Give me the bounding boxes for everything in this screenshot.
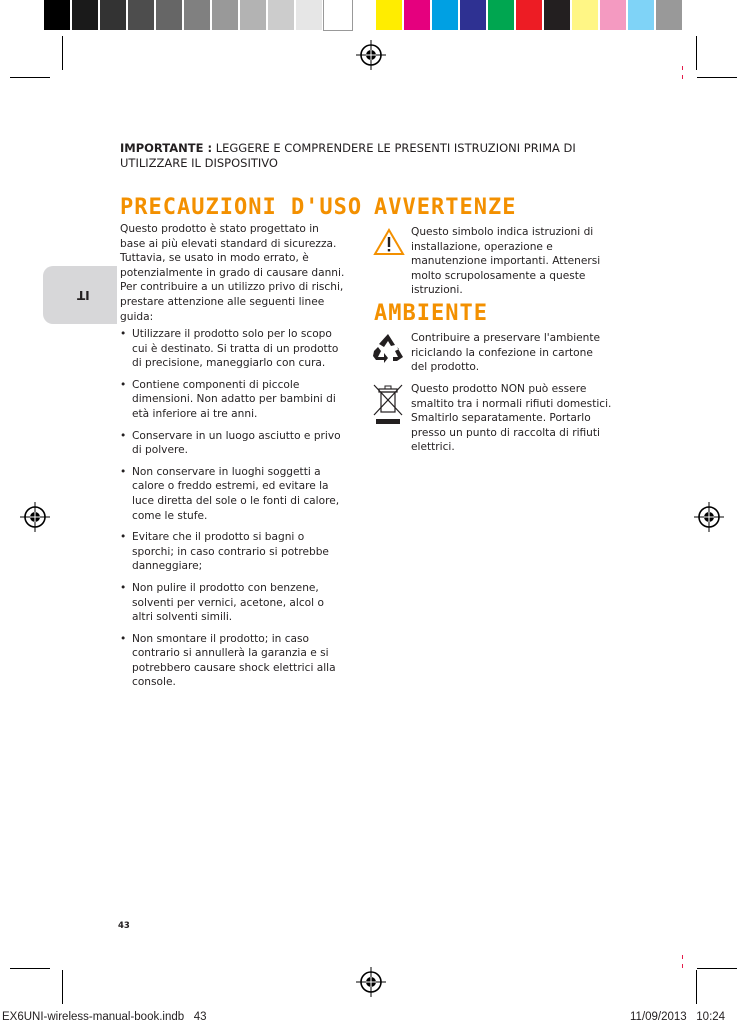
important-label: IMPORTANTE :: [120, 141, 213, 155]
color-swatch: [544, 0, 572, 30]
recycle-icon: [372, 333, 404, 363]
color-swatch: [128, 0, 156, 30]
crop-mark: [697, 77, 737, 78]
crop-mark: [10, 77, 50, 78]
crop-mark: [62, 36, 63, 70]
color-swatch: [156, 0, 184, 30]
list-item: • Non pulire il prodotto con benzene, solventi per vernici, acetone, alcol o altri solventi simili.: [120, 581, 324, 624]
color-swatch: [184, 0, 212, 30]
environment-heading: AMBIENTE: [374, 301, 488, 326]
language-tab: [43, 266, 117, 324]
color-swatch: [516, 0, 544, 30]
crop-mark: [696, 970, 697, 1004]
color-swatch: [488, 0, 516, 30]
list-item: • Non smontare il prodotto; in caso contrario si annullerà la garanzia e si potrebbero causare shock elettrici alla console.: [120, 632, 336, 689]
crop-mark: [62, 970, 63, 1004]
crossed-bin-icon: [372, 383, 404, 425]
language-code: IT: [77, 288, 90, 302]
warnings-text: Questo simbolo indica istruzioni di installazione, operazione e manutenzione importanti. Attenersi molto scrupolosamente a queste istruzioni.: [411, 226, 601, 297]
bullet-icon: •: [120, 465, 127, 478]
recycle-text: Contribuire a preservare l'ambiente riciclando la confezione in cartone del prodotto.: [411, 332, 601, 374]
important-notice: [120, 141, 600, 171]
gray-color-bar: [44, 0, 352, 30]
color-swatch: [44, 0, 72, 30]
color-swatch: [376, 0, 404, 30]
page-number: 43: [118, 921, 130, 931]
registration-mark-icon: [20, 502, 50, 532]
warnings-heading: AVVERTENZE: [374, 195, 517, 220]
bullet-icon: •: [120, 632, 127, 645]
color-swatch: [240, 0, 268, 30]
weee-text: Questo prodotto NON può essere smaltito tra i normali rifiuti domestici. Smaltirlo separatamente. Portarlo presso un punto di raccolta di rifiuti elettrici.: [411, 383, 612, 454]
color-swatch: [572, 0, 600, 30]
color-swatch: [296, 0, 324, 30]
footer-datetime: 11/09/2013 10:24: [630, 1011, 726, 1023]
list-item: • Non conservare in luoghi soggetti a calore o freddo estremi, ed evitare la luce diretta del sole o le fonti di calore, come le stufe.: [120, 465, 340, 522]
color-swatch: [628, 0, 656, 30]
color-swatch: [404, 0, 432, 30]
crop-mark: [10, 968, 50, 969]
bullet-icon: •: [120, 581, 127, 594]
color-swatch: [600, 0, 628, 30]
color-swatch: [268, 0, 296, 30]
precautions-list: [120, 327, 345, 697]
bullet-icon: •: [120, 531, 127, 544]
color-swatch: [656, 0, 684, 30]
registration-mark-icon: [694, 502, 724, 532]
crop-mark: [682, 75, 683, 79]
list-item: • Evitare che il prodotto si bagni o sporchi; in caso contrario si potrebbe danneggiare;: [120, 531, 329, 573]
process-color-bar: [376, 0, 684, 30]
color-swatch: [432, 0, 460, 30]
important-text: LEGGERE E COMPRENDERE LE PRESENTI ISTRUZIONI PRIMA DI UTILIZZARE IL DISPOSITIVO: [120, 141, 576, 170]
crop-mark: [682, 955, 683, 959]
list-item: • Conservare in un luogo asciutto e privo di polvere.: [120, 429, 341, 457]
crop-mark: [696, 36, 697, 70]
color-swatch: [100, 0, 128, 30]
list-item: • Contiene componenti di piccole dimensioni. Non adatto per bambini di età inferiore ai tre anni.: [120, 378, 336, 420]
color-swatch: [212, 0, 240, 30]
precautions-intro: Questo prodotto è stato progettato in base ai più elevati standard di sicurezza. Tuttavia, se usato in modo errato, è potenzialmente in grado di causare danni. Per contribuire a un utilizzo privo di rischi, prestare attenzione alle seguenti linee guida:: [120, 223, 345, 323]
list-item: • Utilizzare il prodotto solo per lo scopo cui è destinato. Si tratta di un prodotto di precisione, maneggiarlo con cura.: [120, 328, 339, 370]
bullet-icon: •: [120, 429, 127, 442]
crop-mark: [682, 964, 683, 968]
crop-mark: [682, 66, 683, 70]
registration-mark-icon: [356, 40, 386, 70]
bullet-icon: •: [120, 378, 127, 391]
warning-triangle-icon: [373, 228, 405, 256]
registration-mark-icon: [356, 967, 386, 997]
footer-file: EX6UNI-wireless-manual-book.indb 43: [2, 1011, 207, 1023]
color-swatch: [324, 0, 352, 30]
color-swatch: [460, 0, 488, 30]
precautions-heading: PRECAUZIONI D'USO: [120, 195, 363, 220]
crop-mark: [697, 968, 737, 969]
bullet-icon: •: [120, 328, 127, 340]
color-swatch: [72, 0, 100, 30]
